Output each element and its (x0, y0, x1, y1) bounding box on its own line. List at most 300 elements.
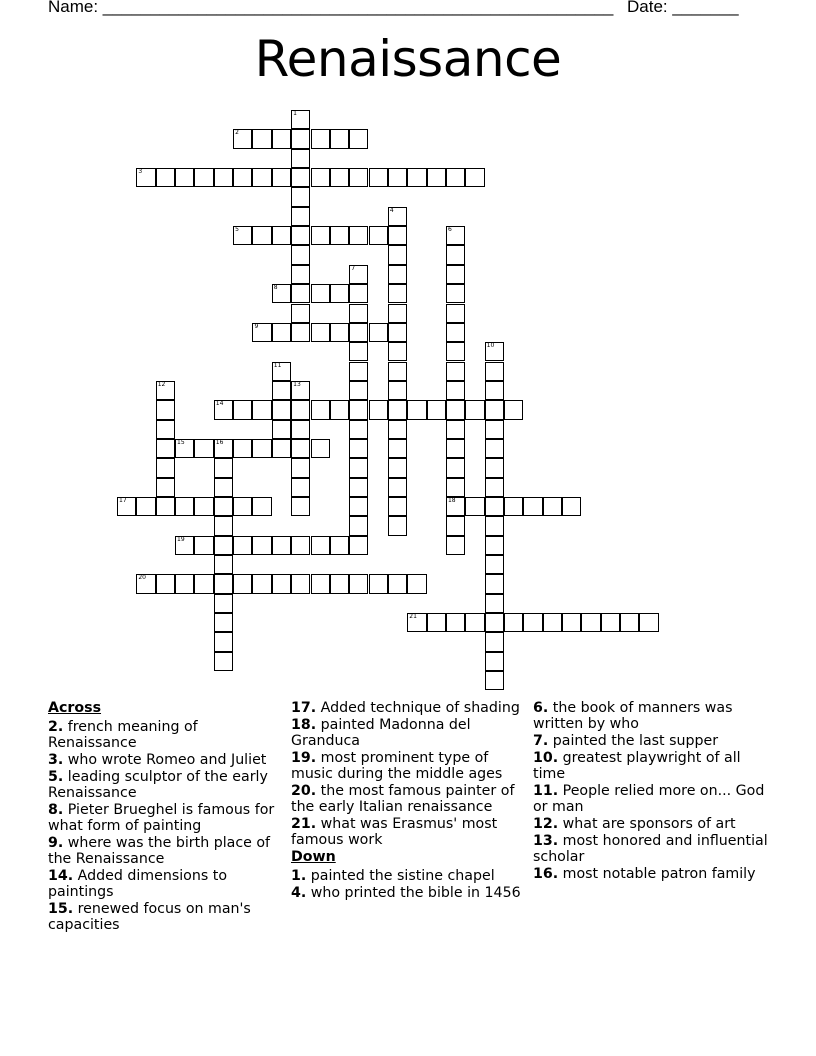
grid-cell[interactable] (156, 497, 175, 516)
clue-item (291, 868, 531, 884)
grid-cell[interactable] (446, 245, 465, 264)
clue-item-text: most honored and influential scholar (533, 833, 768, 865)
grid-cell[interactable] (446, 362, 465, 381)
grid-cell[interactable] (388, 245, 407, 264)
grid-cell[interactable] (369, 323, 388, 342)
grid-cell[interactable] (388, 323, 407, 342)
clue-item-text: who wrote Romeo and Juliet (63, 752, 267, 768)
clue-item-text: Added dimensions to paintings (48, 868, 227, 900)
grid-cell[interactable] (311, 400, 330, 419)
grid-cell[interactable] (291, 284, 310, 303)
grid-cell[interactable] (446, 536, 465, 555)
grid-cell[interactable] (446, 381, 465, 400)
grid-cell[interactable] (446, 342, 465, 361)
grid-cell[interactable] (388, 439, 407, 458)
grid-cell[interactable] (349, 439, 368, 458)
grid-cell[interactable] (369, 400, 388, 419)
grid-cell[interactable] (214, 536, 233, 555)
grid-cell[interactable] (485, 613, 504, 632)
grid-cell[interactable] (233, 574, 252, 593)
grid-cell[interactable] (136, 168, 155, 187)
grid-cell[interactable] (272, 323, 291, 342)
grid-cell[interactable] (214, 439, 233, 458)
grid-cell[interactable] (252, 226, 271, 245)
clue-item (48, 835, 288, 867)
grid-cell[interactable] (291, 323, 310, 342)
grid-cell[interactable] (523, 613, 542, 632)
grid-cell[interactable] (156, 168, 175, 187)
grid-cell[interactable] (407, 168, 426, 187)
grid-cell[interactable] (252, 168, 271, 187)
puzzle-title: Renaissance (254, 30, 562, 88)
grid-cell[interactable] (485, 536, 504, 555)
clue-item (533, 866, 773, 882)
clue-item (533, 833, 773, 865)
grid-cell[interactable] (388, 362, 407, 381)
grid-cell[interactable] (485, 342, 504, 361)
grid-cell[interactable] (349, 516, 368, 535)
grid-cell[interactable] (446, 458, 465, 477)
grid-cell[interactable] (233, 129, 252, 148)
clue-item-number: 10. (533, 750, 559, 766)
grid-cell[interactable] (214, 555, 233, 574)
clue-item (291, 717, 531, 749)
grid-cell[interactable] (175, 536, 194, 555)
clue-item-number: 13. (533, 833, 559, 849)
clue-number: 4 (389, 206, 394, 214)
grid-cell[interactable] (349, 574, 368, 593)
clue-number: 14 (215, 400, 224, 408)
clue-item-number: 3. (48, 752, 64, 768)
grid-cell[interactable] (388, 207, 407, 226)
grid-cell[interactable] (446, 478, 465, 497)
grid-cell[interactable] (427, 613, 446, 632)
grid-cell[interactable] (388, 458, 407, 477)
grid-cell[interactable] (349, 458, 368, 477)
grid-cell[interactable] (601, 613, 620, 632)
grid-cell[interactable] (156, 478, 175, 497)
grid-cell[interactable] (291, 478, 310, 497)
grid-cell[interactable] (214, 594, 233, 613)
grid-cell[interactable] (504, 497, 523, 516)
grid-cell[interactable] (272, 362, 291, 381)
grid-cell[interactable] (252, 574, 271, 593)
clue-item-text: painted the sistine chapel (306, 868, 495, 884)
grid-cell[interactable] (330, 400, 349, 419)
clue-item (533, 733, 773, 749)
clue-item-text: what was Erasmus' most famous work (291, 816, 498, 848)
grid-cell[interactable] (388, 265, 407, 284)
grid-cell[interactable] (214, 632, 233, 651)
grid-cell[interactable] (214, 516, 233, 535)
grid-cell[interactable] (388, 400, 407, 419)
grid-cell[interactable] (388, 497, 407, 516)
grid-cell[interactable] (291, 420, 310, 439)
clue-item (48, 868, 288, 900)
clue-item (533, 783, 773, 815)
grid-cell[interactable] (349, 381, 368, 400)
grid-cell[interactable] (291, 381, 310, 400)
grid-cell[interactable] (291, 129, 310, 148)
grid-cell[interactable] (349, 129, 368, 148)
grid-cell[interactable] (349, 497, 368, 516)
grid-cell[interactable] (272, 420, 291, 439)
grid-cell[interactable] (233, 439, 252, 458)
grid-cell[interactable] (446, 420, 465, 439)
clue-item-number: 18. (291, 717, 317, 733)
grid-cell[interactable] (407, 613, 426, 632)
clue-item-text: People relied more on... God or man (533, 783, 765, 815)
grid-cell[interactable] (291, 245, 310, 264)
across-heading: Across (48, 700, 102, 716)
clue-item-text: renewed focus on man's capacities (48, 901, 251, 933)
grid-cell[interactable] (523, 497, 542, 516)
grid-cell[interactable] (136, 497, 155, 516)
clue-item-text: Pieter Brueghel is famous for what form of painting (48, 802, 275, 834)
grid-cell[interactable] (272, 439, 291, 458)
grid-cell[interactable] (639, 613, 658, 632)
grid-cell[interactable] (233, 536, 252, 555)
clue-number: 6 (447, 226, 452, 234)
grid-cell[interactable] (349, 536, 368, 555)
clue-item (48, 802, 288, 834)
clue-number: 10 (486, 342, 495, 350)
name-field-label: Name: ______________________________________________________ (48, 0, 614, 16)
clue-number: 18 (447, 497, 456, 504)
clue-item-number: 9. (48, 835, 64, 851)
grid-cell[interactable] (388, 420, 407, 439)
grid-cell[interactable] (252, 536, 271, 555)
grid-cell[interactable] (252, 400, 271, 419)
grid-cell[interactable] (214, 574, 233, 593)
grid-cell[interactable] (349, 478, 368, 497)
clue-item-number: 17. (291, 700, 317, 716)
clue-item (291, 700, 531, 716)
grid-cell[interactable] (485, 420, 504, 439)
clue-number: 17 (119, 497, 127, 504)
grid-cell[interactable] (272, 226, 291, 245)
clue-number: 21 (409, 613, 417, 621)
grid-cell[interactable] (291, 439, 310, 458)
grid-cell[interactable] (291, 226, 310, 245)
clue-number: 15 (177, 438, 185, 446)
grid-cell[interactable] (465, 613, 484, 632)
clue-item (48, 769, 288, 801)
grid-cell[interactable] (446, 516, 465, 535)
grid-cell[interactable] (252, 497, 271, 516)
grid-cell[interactable] (349, 265, 368, 284)
grid-cell[interactable] (175, 574, 194, 593)
grid-cell[interactable] (291, 400, 310, 419)
grid-cell[interactable] (272, 168, 291, 187)
date-field-label: Date: _______ (627, 0, 739, 16)
grid-cell[interactable] (291, 187, 310, 206)
clue-item-text: the most famous painter of the early Italian renaissance (291, 783, 515, 815)
clue-item-text: Added technique of shading (316, 700, 520, 716)
grid-cell[interactable] (272, 574, 291, 593)
grid-cell[interactable] (349, 400, 368, 419)
grid-cell[interactable] (233, 497, 252, 516)
clue-item-text: painted the last supper (548, 733, 719, 749)
clue-item-text: who printed the bible in 1456 (306, 885, 521, 901)
grid-cell[interactable] (175, 439, 194, 458)
grid-cell[interactable] (214, 458, 233, 477)
grid-cell[interactable] (543, 497, 562, 516)
grid-cell[interactable] (252, 323, 271, 342)
grid-cell[interactable] (330, 226, 349, 245)
grid-cell[interactable] (330, 129, 349, 148)
clue-item (48, 719, 288, 751)
grid-cell[interactable] (291, 265, 310, 284)
clue-number: 5 (235, 226, 239, 234)
grid-cell[interactable] (311, 323, 330, 342)
grid-cell[interactable] (369, 168, 388, 187)
clue-number: 12 (157, 380, 166, 388)
clue-column-3 (533, 700, 773, 883)
clue-item-text: painted Madonna del Granduca (291, 717, 471, 749)
grid-cell[interactable] (485, 400, 504, 419)
grid-cell[interactable] (369, 574, 388, 593)
grid-cell[interactable] (388, 304, 407, 323)
clue-column-2 (291, 700, 531, 902)
grid-cell[interactable] (369, 226, 388, 245)
grid-cell[interactable] (194, 536, 213, 555)
grid-cell[interactable] (388, 284, 407, 303)
grid-cell[interactable] (194, 439, 213, 458)
grid-cell[interactable] (504, 613, 523, 632)
grid-cell[interactable] (194, 497, 213, 516)
grid-cell[interactable] (175, 168, 194, 187)
grid-cell[interactable] (388, 342, 407, 361)
clue-number: 11 (273, 361, 282, 369)
grid-cell[interactable] (291, 110, 310, 129)
grid-cell[interactable] (194, 574, 213, 593)
grid-cell[interactable] (485, 632, 504, 651)
grid-cell[interactable] (156, 439, 175, 458)
grid-cell[interactable] (272, 536, 291, 555)
grid-cell[interactable] (446, 400, 465, 419)
grid-cell[interactable] (214, 497, 233, 516)
clue-item-number: 14. (48, 868, 74, 884)
grid-cell[interactable] (214, 652, 233, 671)
grid-cell[interactable] (485, 574, 504, 593)
grid-cell[interactable] (485, 516, 504, 535)
clue-item-text: the book of manners was written by who (533, 700, 733, 732)
clue-number: 3 (138, 168, 143, 176)
grid-cell[interactable] (562, 497, 581, 516)
grid-cell[interactable] (252, 129, 271, 148)
grid-cell[interactable] (330, 574, 349, 593)
grid-cell[interactable] (465, 168, 484, 187)
grid-cell[interactable] (446, 439, 465, 458)
grid-cell[interactable] (156, 381, 175, 400)
grid-cell[interactable] (291, 536, 310, 555)
clue-number: 19 (177, 535, 185, 543)
clue-item-number: 8. (48, 802, 64, 818)
clue-item-number: 1. (291, 868, 307, 884)
clue-item-number: 2. (48, 719, 64, 735)
grid-cell[interactable] (485, 497, 504, 516)
clue-item-text: what are sponsors of art (558, 816, 736, 832)
clue-item (533, 816, 773, 832)
clue-item-number: 11. (533, 783, 559, 799)
grid-cell[interactable] (485, 458, 504, 477)
clue-item-text: most prominent type of music during the middle ages (291, 750, 503, 782)
grid-cell[interactable] (485, 594, 504, 613)
clue-item (533, 750, 773, 782)
grid-cell[interactable] (311, 168, 330, 187)
grid-cell[interactable] (504, 400, 523, 419)
grid-cell[interactable] (388, 478, 407, 497)
grid-cell[interactable] (311, 129, 330, 148)
clue-item-number: 5. (48, 769, 64, 785)
clue-item (291, 816, 531, 848)
grid-cell[interactable] (214, 613, 233, 632)
clue-number: 2 (235, 129, 239, 137)
clue-item-number: 6. (533, 700, 549, 716)
clue-item (48, 752, 288, 768)
clue-item-number: 15. (48, 901, 74, 917)
grid-cell[interactable] (291, 497, 310, 516)
grid-cell[interactable] (388, 516, 407, 535)
clue-item-number: 19. (291, 750, 317, 766)
grid-cell[interactable] (465, 497, 484, 516)
clue-item-number: 20. (291, 783, 317, 799)
grid-cell[interactable] (214, 478, 233, 497)
clue-item-text: greatest playwright of all time (533, 750, 741, 782)
grid-cell[interactable] (446, 304, 465, 323)
grid-cell[interactable] (620, 613, 639, 632)
grid-cell[interactable] (349, 342, 368, 361)
grid-cell[interactable] (214, 168, 233, 187)
clue-column-1 (48, 700, 288, 934)
grid-cell[interactable] (136, 574, 155, 593)
grid-cell[interactable] (349, 284, 368, 303)
grid-cell[interactable] (562, 613, 581, 632)
grid-cell[interactable] (291, 149, 310, 168)
clue-number: 7 (351, 264, 356, 272)
grid-cell[interactable] (581, 613, 600, 632)
grid-cell[interactable] (272, 284, 291, 303)
grid-cell[interactable] (427, 168, 446, 187)
grid-cell[interactable] (485, 671, 504, 690)
clue-item-number: 12. (533, 816, 559, 832)
grid-cell[interactable] (446, 265, 465, 284)
grid-cell[interactable] (446, 323, 465, 342)
clue-number: 20 (138, 574, 146, 582)
grid-cell[interactable] (311, 226, 330, 245)
grid-cell[interactable] (388, 226, 407, 245)
grid-cell[interactable] (427, 400, 446, 419)
grid-cell[interactable] (194, 168, 213, 187)
grid-cell[interactable] (156, 574, 175, 593)
grid-cell[interactable] (388, 574, 407, 593)
grid-cell[interactable] (349, 226, 368, 245)
clue-item-text: where was the birth place of the Renaissance (48, 835, 271, 867)
grid-cell[interactable] (485, 439, 504, 458)
grid-cell[interactable] (349, 420, 368, 439)
grid-cell[interactable] (233, 400, 252, 419)
grid-cell[interactable] (485, 478, 504, 497)
grid-cell[interactable] (252, 439, 271, 458)
grid-cell[interactable] (156, 458, 175, 477)
grid-cell[interactable] (291, 304, 310, 323)
grid-cell[interactable] (543, 613, 562, 632)
grid-cell[interactable] (407, 574, 426, 593)
clue-item-text: most notable patron family (558, 866, 756, 882)
grid-cell[interactable] (330, 536, 349, 555)
grid-cell[interactable] (214, 400, 233, 419)
grid-cell[interactable] (291, 458, 310, 477)
grid-cell[interactable] (349, 362, 368, 381)
grid-cell[interactable] (330, 284, 349, 303)
grid-cell[interactable] (349, 323, 368, 342)
clue-item-number: 7. (533, 733, 549, 749)
clue-item (291, 750, 531, 782)
grid-cell[interactable] (485, 652, 504, 671)
clue-item-text: leading sculptor of the early Renaissance (48, 769, 268, 801)
clue-number: 16 (215, 438, 224, 446)
grid-cell[interactable] (330, 168, 349, 187)
grid-cell[interactable] (291, 168, 310, 187)
grid-cell[interactable] (485, 555, 504, 574)
grid-cell[interactable] (446, 168, 465, 187)
clue-number: 13 (293, 380, 301, 388)
grid-cell[interactable] (349, 168, 368, 187)
grid-cell[interactable] (485, 381, 504, 400)
grid-cell[interactable] (446, 613, 465, 632)
grid-cell[interactable] (272, 381, 291, 400)
grid-cell[interactable] (233, 226, 252, 245)
grid-cell[interactable] (407, 400, 426, 419)
clue-item-text: french meaning of Renaissance (48, 719, 198, 751)
grid-cell[interactable] (465, 400, 484, 419)
grid-cell[interactable] (311, 284, 330, 303)
down-heading: Down (291, 849, 336, 865)
grid-cell[interactable] (446, 226, 465, 245)
grid-cell[interactable] (311, 574, 330, 593)
grid-cell[interactable] (311, 536, 330, 555)
grid-cell[interactable] (272, 400, 291, 419)
grid-cell[interactable] (291, 207, 310, 226)
grid-cell[interactable] (388, 168, 407, 187)
grid-cell[interactable] (446, 284, 465, 303)
grid-cell[interactable] (272, 129, 291, 148)
clue-item (533, 700, 773, 732)
clue-item-number: 4. (291, 885, 307, 901)
grid-cell[interactable] (311, 439, 330, 458)
clue-item-number: 21. (291, 816, 317, 832)
clue-item (48, 901, 288, 933)
grid-cell[interactable] (349, 304, 368, 323)
grid-cell[interactable] (446, 497, 465, 516)
clue-number: 9 (254, 322, 259, 330)
grid-cell[interactable] (388, 381, 407, 400)
grid-cell[interactable] (233, 168, 252, 187)
clue-item (291, 885, 531, 901)
clue-item-number: 16. (533, 866, 559, 882)
grid-cell[interactable] (291, 574, 310, 593)
grid-cell[interactable] (117, 497, 136, 516)
grid-cell[interactable] (485, 362, 504, 381)
grid-cell[interactable] (156, 420, 175, 439)
grid-cell[interactable] (175, 497, 194, 516)
clue-item (291, 783, 531, 815)
clue-number: 8 (273, 284, 278, 292)
clue-number: 1 (293, 110, 297, 117)
grid-cell[interactable] (156, 400, 175, 419)
grid-cell[interactable] (330, 323, 349, 342)
